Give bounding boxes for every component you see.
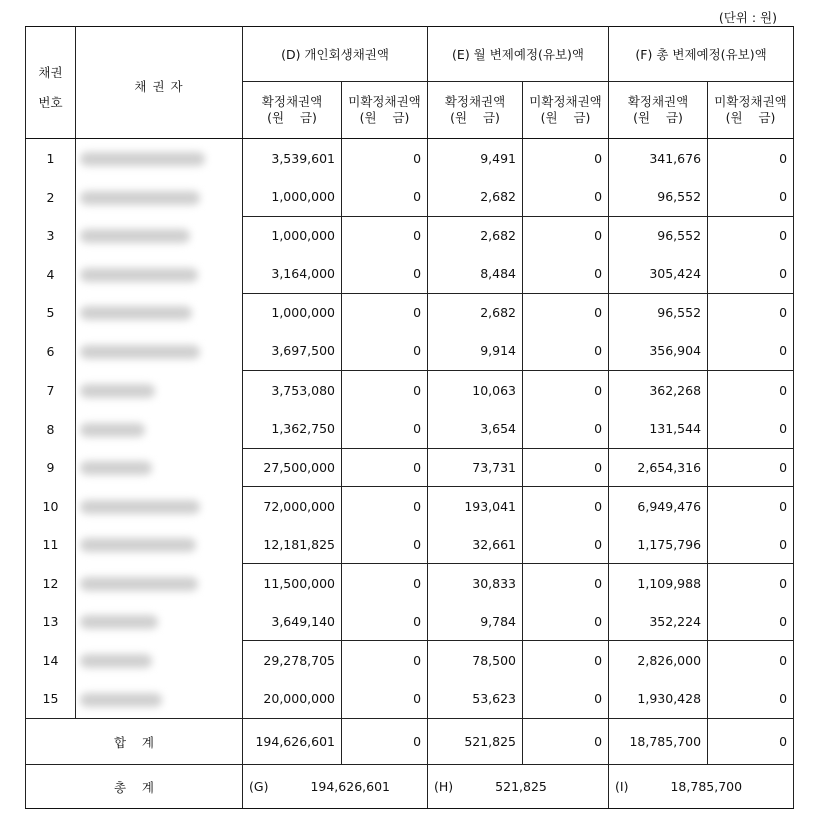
table-row <box>26 332 794 371</box>
redacted-creditor-name <box>80 345 200 359</box>
f-unconfirmed: 0 <box>708 410 794 449</box>
table-row <box>26 294 794 332</box>
f-unconfirmed: 0 <box>708 487 794 526</box>
d-unconfirmed: 0 <box>342 178 428 217</box>
f-confirmed: 2,826,000 <box>609 641 708 680</box>
f-confirmed: 341,676 <box>609 139 708 178</box>
e-unconfirmed: 0 <box>523 255 609 294</box>
e-unconfirmed: 0 <box>523 139 609 178</box>
d-unconfirmed: 0 <box>342 603 428 641</box>
header-principal-label: (원 금) <box>540 110 591 125</box>
subtotal-f-conf: 18,785,700 <box>609 719 708 765</box>
header-principal-label: (원 금) <box>267 110 317 125</box>
redacted-creditor-name <box>80 693 162 707</box>
table-row <box>26 526 794 564</box>
creditor-name <box>76 139 243 178</box>
d-confirmed: 3,164,000 <box>243 255 342 294</box>
f-confirmed: 2,654,316 <box>609 449 708 487</box>
f-confirmed: 6,949,476 <box>609 487 708 526</box>
f-unconfirmed: 0 <box>708 371 794 410</box>
e-unconfirmed: 0 <box>523 641 609 680</box>
header-f-unconfirmed <box>708 82 794 139</box>
f-unconfirmed: 0 <box>708 603 794 641</box>
creditor-name <box>76 680 243 719</box>
redacted-creditor-name <box>80 461 152 475</box>
header-unconfirmed-label: 미확정채권액 <box>714 94 787 109</box>
f-unconfirmed: 0 <box>708 449 794 487</box>
creditor-name <box>76 255 243 294</box>
d-unconfirmed: 0 <box>342 332 428 371</box>
header-confirmed-label: 확정채권액 <box>627 94 689 109</box>
grand-total-g <box>243 765 428 809</box>
redacted-creditor-name <box>80 500 200 514</box>
creditor-name <box>76 371 243 410</box>
redacted-creditor-name <box>80 654 152 668</box>
header-principal-label: (원 금) <box>450 110 500 125</box>
grand-total-h-label: (H) <box>434 779 454 794</box>
e-unconfirmed: 0 <box>523 178 609 217</box>
grand-total-h <box>428 765 609 809</box>
f-confirmed: 1,109,988 <box>609 564 708 603</box>
table-row <box>26 217 794 255</box>
f-unconfirmed: 0 <box>708 255 794 294</box>
f-confirmed: 96,552 <box>609 217 708 255</box>
table-row <box>26 564 794 603</box>
d-confirmed: 20,000,000 <box>243 680 342 719</box>
creditor-no: 6 <box>26 332 76 371</box>
d-confirmed: 1,000,000 <box>243 217 342 255</box>
creditor-no: 11 <box>26 526 76 564</box>
table-row <box>26 603 794 641</box>
f-confirmed: 352,224 <box>609 603 708 641</box>
d-unconfirmed: 0 <box>342 217 428 255</box>
redacted-creditor-name <box>80 538 196 552</box>
creditor-name <box>76 332 243 371</box>
e-unconfirmed: 0 <box>523 217 609 255</box>
d-confirmed: 11,500,000 <box>243 564 342 603</box>
f-unconfirmed: 0 <box>708 294 794 332</box>
e-confirmed: 10,063 <box>428 371 523 410</box>
table-row <box>26 680 794 719</box>
header-group-f: (F) 총 변제예정(유보)액 <box>609 27 794 82</box>
header-unconfirmed-label: 미확정채권액 <box>348 94 421 109</box>
e-confirmed: 73,731 <box>428 449 523 487</box>
d-confirmed: 27,500,000 <box>243 449 342 487</box>
table-row <box>26 410 794 449</box>
table-row <box>26 371 794 410</box>
d-unconfirmed: 0 <box>342 641 428 680</box>
creditor-name <box>76 526 243 564</box>
header-d-confirmed <box>243 82 342 139</box>
table-row <box>26 487 794 526</box>
d-unconfirmed: 0 <box>342 255 428 294</box>
redacted-creditor-name <box>80 306 192 320</box>
e-unconfirmed: 0 <box>523 371 609 410</box>
grand-total-g-label: (G) <box>249 779 269 794</box>
creditor-name <box>76 603 243 641</box>
header-no-line2: 번호 <box>38 94 63 110</box>
e-confirmed: 193,041 <box>428 487 523 526</box>
grand-total-i-value: 18,785,700 <box>670 779 743 794</box>
e-unconfirmed: 0 <box>523 603 609 641</box>
table-row <box>26 139 794 178</box>
d-unconfirmed: 0 <box>342 139 428 178</box>
e-confirmed: 3,654 <box>428 410 523 449</box>
f-confirmed: 305,424 <box>609 255 708 294</box>
creditor-name <box>76 487 243 526</box>
f-unconfirmed: 0 <box>708 178 794 217</box>
table-row <box>26 641 794 680</box>
e-unconfirmed: 0 <box>523 449 609 487</box>
d-unconfirmed: 0 <box>342 410 428 449</box>
creditor-name <box>76 410 243 449</box>
f-unconfirmed: 0 <box>708 564 794 603</box>
creditor-no: 3 <box>26 217 76 255</box>
grand-total-label: 총 계 <box>26 765 243 809</box>
subtotal-e-conf: 521,825 <box>428 719 523 765</box>
d-confirmed: 3,649,140 <box>243 603 342 641</box>
creditor-name <box>76 217 243 255</box>
d-unconfirmed: 0 <box>342 294 428 332</box>
e-unconfirmed: 0 <box>523 526 609 564</box>
header-confirmed-label: 확정채권액 <box>444 94 506 109</box>
f-confirmed: 362,268 <box>609 371 708 410</box>
d-unconfirmed: 0 <box>342 526 428 564</box>
table-row <box>26 255 794 294</box>
subtotal-d-unconf: 0 <box>342 719 428 765</box>
header-unconfirmed-label: 미확정채권액 <box>529 94 602 109</box>
f-confirmed: 356,904 <box>609 332 708 371</box>
d-unconfirmed: 0 <box>342 564 428 603</box>
creditor-no: 10 <box>26 487 76 526</box>
d-confirmed: 1,000,000 <box>243 178 342 217</box>
creditor-no: 9 <box>26 449 76 487</box>
e-confirmed: 53,623 <box>428 680 523 719</box>
e-confirmed: 32,661 <box>428 526 523 564</box>
creditor-table <box>25 26 794 809</box>
header-creditor: 채 권 자 <box>76 27 243 139</box>
grand-total-row <box>26 765 794 809</box>
header-e-unconfirmed <box>523 82 609 139</box>
redacted-creditor-name <box>80 423 145 437</box>
d-unconfirmed: 0 <box>342 449 428 487</box>
e-confirmed: 30,833 <box>428 564 523 603</box>
e-confirmed: 9,784 <box>428 603 523 641</box>
f-unconfirmed: 0 <box>708 526 794 564</box>
header-no-line1: 채권 <box>38 64 63 80</box>
grand-total-i <box>609 765 794 809</box>
e-unconfirmed: 0 <box>523 294 609 332</box>
subtotal-label: 합 계 <box>26 719 243 765</box>
creditor-no: 15 <box>26 680 76 719</box>
subtotal-f-unconf: 0 <box>708 719 794 765</box>
creditor-no: 8 <box>26 410 76 449</box>
e-confirmed: 9,914 <box>428 332 523 371</box>
creditor-no: 2 <box>26 178 76 217</box>
e-confirmed: 78,500 <box>428 641 523 680</box>
f-unconfirmed: 0 <box>708 139 794 178</box>
redacted-creditor-name <box>80 615 158 629</box>
e-confirmed: 2,682 <box>428 294 523 332</box>
f-confirmed: 1,175,796 <box>609 526 708 564</box>
header-f-confirmed <box>609 82 708 139</box>
e-unconfirmed: 0 <box>523 332 609 371</box>
f-unconfirmed: 0 <box>708 217 794 255</box>
redacted-creditor-name <box>80 191 200 205</box>
subtotal-row <box>26 719 794 765</box>
f-unconfirmed: 0 <box>708 641 794 680</box>
subtotal-e-unconf: 0 <box>523 719 609 765</box>
d-unconfirmed: 0 <box>342 680 428 719</box>
f-confirmed: 96,552 <box>609 178 708 217</box>
redacted-creditor-name <box>80 229 190 243</box>
d-confirmed: 72,000,000 <box>243 487 342 526</box>
creditor-name <box>76 641 243 680</box>
header-confirmed-label: 확정채권액 <box>261 94 323 109</box>
d-unconfirmed: 0 <box>342 371 428 410</box>
header-e-confirmed <box>428 82 523 139</box>
header-row-1 <box>26 27 794 82</box>
table-row <box>26 178 794 217</box>
f-confirmed: 1,930,428 <box>609 680 708 719</box>
header-group-d: (D) 개인회생채권액 <box>243 27 428 82</box>
creditor-name <box>76 178 243 217</box>
e-confirmed: 8,484 <box>428 255 523 294</box>
creditor-no: 1 <box>26 139 76 178</box>
grand-total-g-value: 194,626,601 <box>310 779 390 794</box>
redacted-creditor-name <box>80 268 198 282</box>
header-creditor-no <box>26 27 76 139</box>
e-unconfirmed: 0 <box>523 410 609 449</box>
creditor-name <box>76 294 243 332</box>
e-confirmed: 9,491 <box>428 139 523 178</box>
d-confirmed: 3,697,500 <box>243 332 342 371</box>
creditor-no: 5 <box>26 294 76 332</box>
header-principal-label: (원 금) <box>359 110 410 125</box>
e-unconfirmed: 0 <box>523 680 609 719</box>
e-unconfirmed: 0 <box>523 487 609 526</box>
header-principal-label: (원 금) <box>633 110 683 125</box>
redacted-creditor-name <box>80 577 198 591</box>
d-confirmed: 12,181,825 <box>243 526 342 564</box>
creditor-name <box>76 564 243 603</box>
f-unconfirmed: 0 <box>708 332 794 371</box>
creditor-no: 13 <box>26 603 76 641</box>
d-confirmed: 3,539,601 <box>243 139 342 178</box>
e-unconfirmed: 0 <box>523 564 609 603</box>
d-unconfirmed: 0 <box>342 487 428 526</box>
header-group-e: (E) 월 변제예정(유보)액 <box>428 27 609 82</box>
header-principal-label: (원 금) <box>725 110 776 125</box>
creditor-no: 12 <box>26 564 76 603</box>
d-confirmed: 29,278,705 <box>243 641 342 680</box>
e-confirmed: 2,682 <box>428 217 523 255</box>
creditor-no: 4 <box>26 255 76 294</box>
d-confirmed: 1,000,000 <box>243 294 342 332</box>
unit-label: (단위 : 원) <box>718 10 777 25</box>
f-confirmed: 96,552 <box>609 294 708 332</box>
grand-total-h-value: 521,825 <box>495 779 547 794</box>
d-confirmed: 1,362,750 <box>243 410 342 449</box>
redacted-creditor-name <box>80 384 155 398</box>
creditor-no: 7 <box>26 371 76 410</box>
grand-total-i-label: (I) <box>615 779 629 794</box>
e-confirmed: 2,682 <box>428 178 523 217</box>
creditor-no: 14 <box>26 641 76 680</box>
table-row <box>26 449 794 487</box>
d-confirmed: 3,753,080 <box>243 371 342 410</box>
creditor-name <box>76 449 243 487</box>
header-d-unconfirmed <box>342 82 428 139</box>
redacted-creditor-name <box>80 152 205 166</box>
subtotal-d-conf: 194,626,601 <box>243 719 342 765</box>
f-unconfirmed: 0 <box>708 680 794 719</box>
f-confirmed: 131,544 <box>609 410 708 449</box>
